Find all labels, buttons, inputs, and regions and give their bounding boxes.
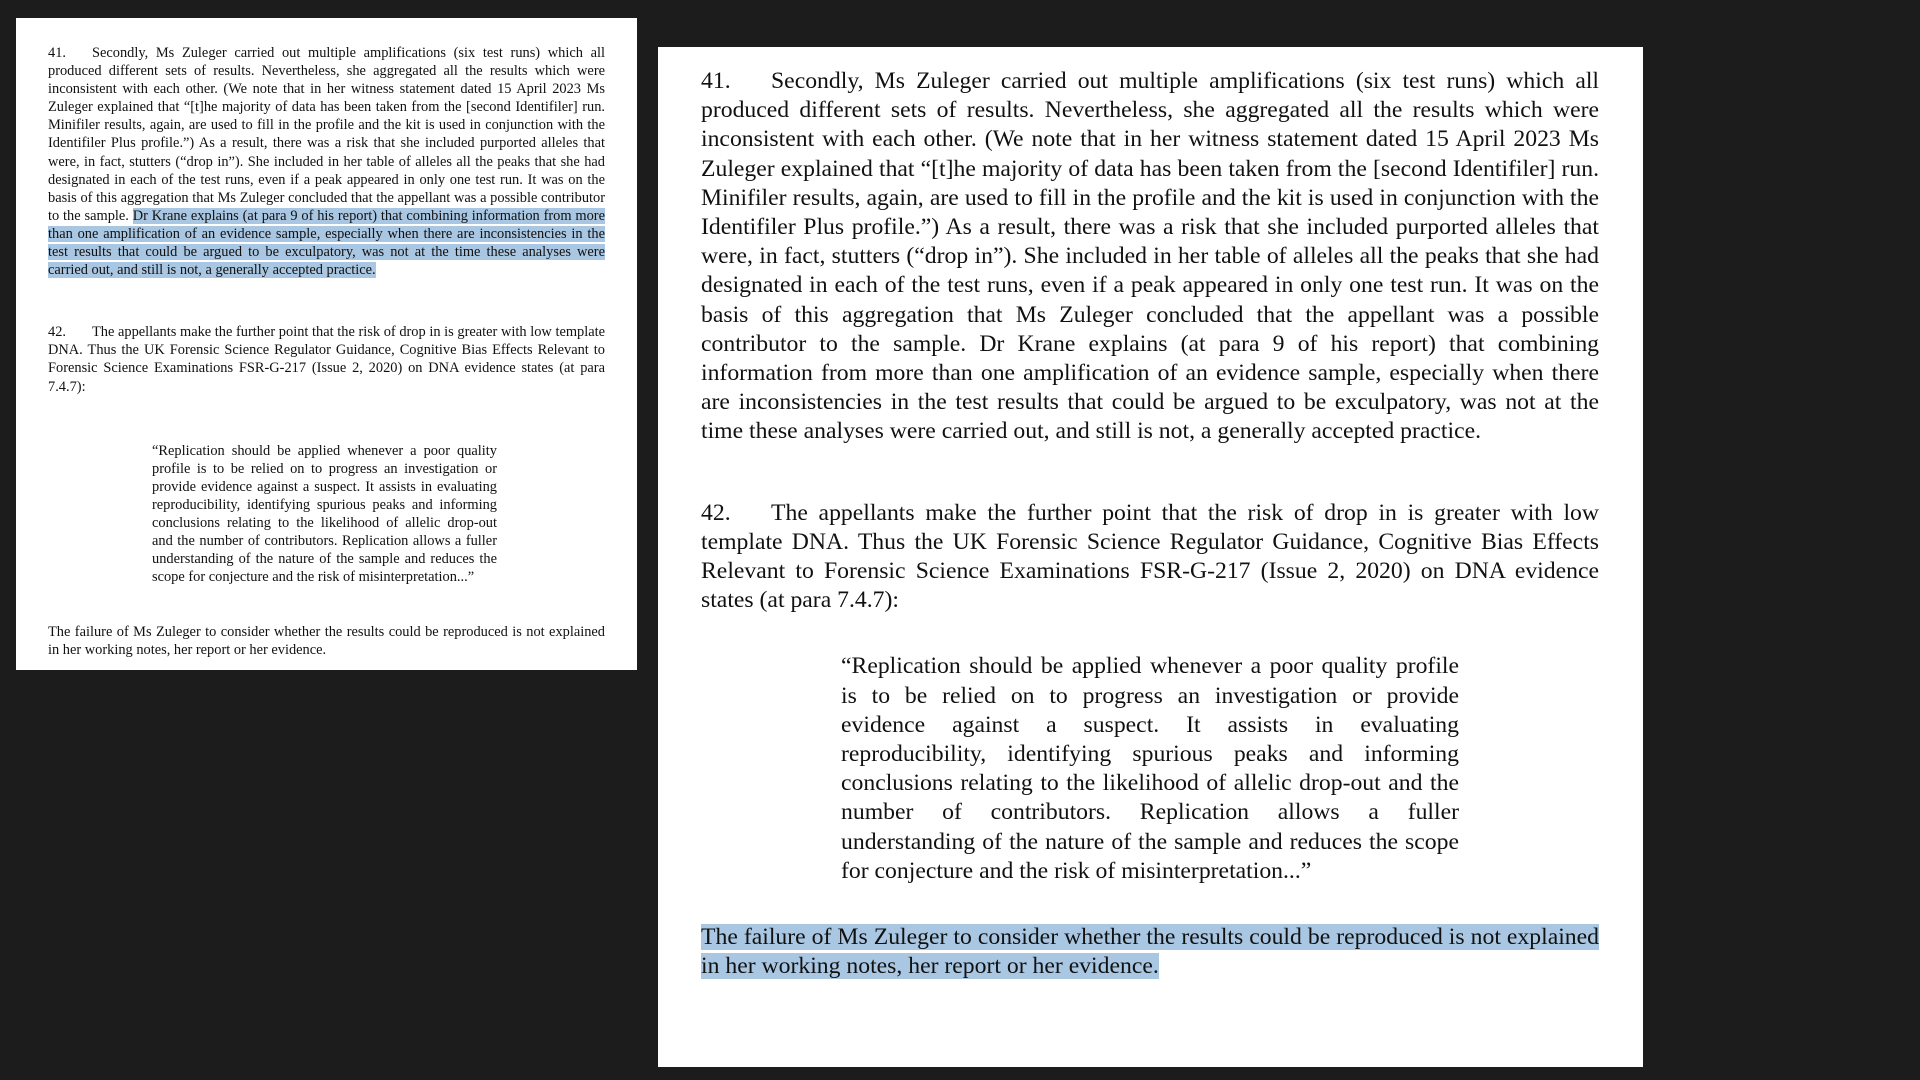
paragraph-42 [48, 323, 605, 395]
document-page-large [658, 47, 1643, 1067]
document-page-small [16, 18, 637, 670]
block-quote: “Replication should be applied whenever a poor quality profile is to be relied on to progress an investigation or provide evidence against a suspect. It assists in evaluating reproducibility, identifying spurious peaks and informing conclusions relating to the likelihood of allelic drop-out and the number of contributors. Replication allows a fuller understanding of the nature of the sample and reduces the scope for conjecture and the risk of misinterpretation...” [152, 442, 497, 586]
paragraph-text: The appellants make the further point that the risk of drop in is greater with low template DNA. Thus the UK Forensic Science Regulator Guidance, Cognitive Bias Effects Relevant to Forensic Science Examinations FSR-G-217 (Issue 2, 2020) on DNA evidence states (at para 7.4.7): [48, 324, 605, 395]
paragraph-spacer [701, 886, 1599, 923]
paragraph-text: The appellants make the further point that the risk of drop in is greater with low template DNA. Thus the UK Forensic Science Regulator Guidance, Cognitive Bias Effects Relevant to Forensic Science Examinations FSR-G-217 (Issue 2, 2020) on DNA evidence states (at para 7.4.7): [701, 499, 1599, 614]
paragraph-41 [48, 44, 605, 279]
closing-paragraph [48, 623, 605, 659]
highlighted-text[interactable]: Dr Krane explains (at para 9 of his report) that combining information from more than one amplification of an evidence sample, especially when there are inconsistencies in the test results that could be argued to be exculpatory, was not at the time these analyses were carried out, and still is not, a generally accepted practice. [48, 207, 605, 279]
paragraph-number: 42. [48, 324, 66, 341]
paragraph-42 [701, 499, 1599, 616]
paragraph-number: 41. [48, 45, 66, 61]
paragraph-text: Secondly, Ms Zuleger carried out multiple amplifications (six test runs) which all produced different sets of results. Nevertheless, she aggregated all the results which were inconsistent with each other. (We note that in her witness statement dated 15 April 2023 Ms Zuleger explained that “[t]he majority of data has been taken from the [second Identifiler] run. Minifiler results, again, are used to fill in the profile and the kit is used in conjunction with the Identifiler Plus profile.”) As a result, there was a risk that she included purported alleles that were, in fact, stutters (“drop in”). She included in her table of alleles all the peaks that she had designated in each of the test runs, even if a peak appeared in only one test run. It was on the basis of this aggregation that Ms Zuleger concluded that the appellant was a possible contributor to the sample. [48, 45, 605, 224]
closing-paragraph [701, 923, 1599, 981]
highlighted-text[interactable]: The failure of Ms Zuleger to consider whether the results could be reproduced is not explained in her working notes, her report or her evidence. [701, 924, 1599, 980]
paragraph-spacer [48, 279, 605, 323]
paragraph-number: 41. [701, 68, 731, 94]
paragraph-spacer [48, 586, 605, 623]
paragraph-text: Dr Krane explains (at para 9 of his report) that combining information from more than one amplification of an evidence sample, especially when there are inconsistencies in the test results that could be argued to be exculpatory, was not at the time these analyses were carried out, and still is not, a generally accepted practice. [701, 330, 1600, 445]
paragraph-number: 42. [701, 499, 731, 526]
paragraph-spacer [701, 447, 1599, 499]
paragraph-41 [701, 67, 1599, 447]
paragraph-text: The failure of Ms Zuleger to consider whether the results could be reproduced is not explained in her working notes, her report or her evidence. [48, 624, 605, 659]
block-quote: “Replication should be applied whenever a poor quality profile is to be relied on to progress an investigation or provide evidence against a suspect. It assists in evaluating reproducibility, identifying spurious peaks and informing conclusions relating to the likelihood of allelic drop-out and the number of contributors. Replication allows a fuller understanding of the nature of the sample and reduces the scope for conjecture and the risk of misinterpretation...” [841, 653, 1459, 884]
paragraph-text: Secondly, Ms Zuleger carried out multiple amplifications (six test runs) which all produced different sets of results. Nevertheless, she aggregated all the results which were inconsistent with each other. (We note that in her witness statement dated 15 April 2023 Ms Zuleger explained that “[t]he majority of data has been taken from the [second Identifiler] run. Minifiler results, again, are used to fill in the profile and the kit is used in conjunction with the Identifiler Plus profile.”) As a result, there was a risk that she included purported alleles that were, in fact, stutters (“drop in”). She included in her table of alleles all the peaks that she had designated in each of the test runs, even if a peak appeared in only one test run. It was on the basis of this aggregation that Ms Zuleger concluded that the appellant was a possible contributor to the sample. [701, 68, 1599, 357]
